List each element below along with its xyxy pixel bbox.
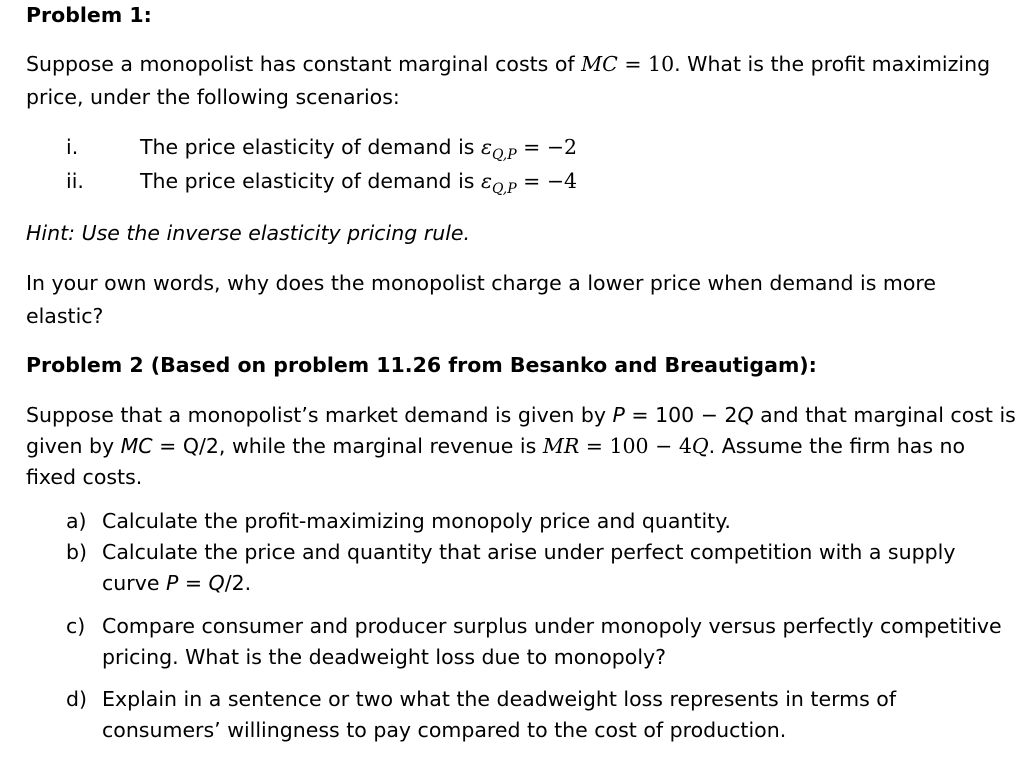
text-segment: given by <box>26 434 121 458</box>
text-segment: and that marginal cost is <box>753 403 1016 427</box>
problem1-heading: Problem 1: <box>26 3 152 27</box>
elasticity-value: = −4 <box>516 169 578 193</box>
price-variable: P <box>612 403 625 427</box>
text-segment: /2. <box>224 571 252 595</box>
problem1-question-line2: elastic? <box>26 304 104 328</box>
item-marker: i. <box>66 135 79 159</box>
mc-equation: = 10 <box>617 52 675 76</box>
elasticity-value: = −2 <box>516 135 578 159</box>
problem2-heading: Problem 2 (Based on problem 11.26 from Besanko and Breautigam): <box>26 353 817 377</box>
quantity-variable: Q <box>208 571 225 595</box>
text-segment: Suppose that a monopolist’s market demand is given by <box>26 403 613 427</box>
text-segment: . Assume the firm has no <box>708 434 966 458</box>
text-segment: curve <box>102 571 166 595</box>
item-label: The price elasticity of demand is <box>140 169 481 193</box>
item-text <box>140 166 577 205</box>
price-variable: P <box>165 571 179 595</box>
item-text-continued <box>102 568 251 599</box>
item-text: Compare consumer and producer surplus under monopoly versus perfectly competitive <box>102 614 1002 638</box>
mc-variable: MC <box>120 434 153 458</box>
item-marker: a) <box>66 509 87 533</box>
item-text-continued: consumers’ willingness to pay compared to the cost of production. <box>102 718 787 742</box>
mr-equation: = 100 − 4 <box>579 434 692 458</box>
problem2-line3: fixed costs. <box>26 465 143 489</box>
mr-variable: MR <box>542 434 580 458</box>
problem1-question-line1: In your own words, why does the monopolist charge a lower price when demand is more <box>26 271 937 295</box>
mc-variable: MC <box>581 52 618 76</box>
text-segment: = 100 − 2 <box>624 403 738 427</box>
epsilon-subscript: Q,P <box>491 147 517 164</box>
epsilon-symbol: ε <box>480 169 492 193</box>
text-segment: = <box>178 571 209 595</box>
item-marker: d) <box>66 687 88 711</box>
item-label: The price elasticity of demand is <box>140 135 481 159</box>
epsilon-subscript: Q,P <box>491 181 517 198</box>
text-segment: = Q/2, while the marginal revenue is <box>152 434 543 458</box>
problem1-intro-line2: price, under the following scenarios: <box>26 85 400 109</box>
item-marker: c) <box>66 614 86 638</box>
quantity-variable: Q <box>737 403 754 427</box>
problem2-line2 <box>26 431 965 462</box>
quantity-variable: Q <box>691 434 709 458</box>
problem2-line1 <box>26 400 1016 431</box>
item-text: Explain in a sentence or two what the deadweight loss represents in terms of <box>102 687 897 711</box>
problem1-hint: Hint: Use the inverse elasticity pricing rule. <box>26 221 471 245</box>
item-marker: ii. <box>66 169 84 193</box>
item-marker: b) <box>66 540 88 564</box>
item-text-continued: pricing. What is the deadweight loss due to monopoly? <box>102 645 667 669</box>
problem1-intro-text-a: Suppose a monopolist has constant marginal costs of <box>26 52 582 76</box>
item-text: Calculate the price and quantity that arise under perfect competition with a supply <box>102 540 956 564</box>
problem1-intro-text-b: . What is the profit maximizing <box>674 52 991 76</box>
epsilon-symbol: ε <box>480 135 492 159</box>
problem1-intro-line1 <box>26 49 990 80</box>
item-text: Calculate the profit-maximizing monopoly price and quantity. <box>102 509 731 533</box>
